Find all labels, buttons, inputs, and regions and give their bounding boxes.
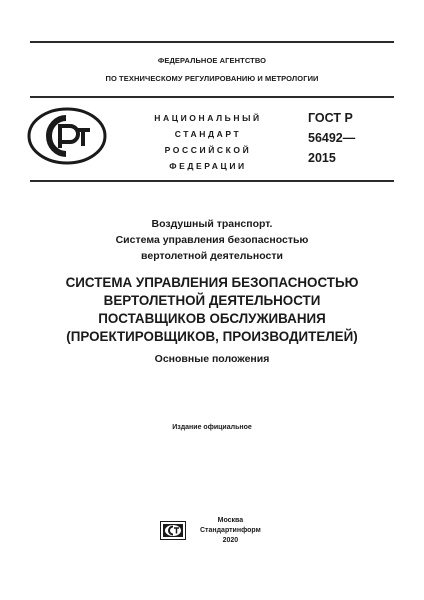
document-title-block	[0, 216, 424, 365]
national-line-3: РОССИЙСКОЙ	[164, 145, 252, 155]
main-title-line-2: ВЕРТОЛЕТНОЙ ДЕЯТЕЛЬНОСТИ	[103, 293, 321, 308]
gost-number	[308, 108, 355, 168]
national-line-4: ФЕДЕРАЦИИ	[169, 161, 247, 171]
main-title-line-3: ПОСТАВЩИКОВ ОБСЛУЖИВАНИЯ	[98, 311, 326, 326]
main-title-line-1: СИСТЕМА УПРАВЛЕНИЯ БЕЗОПАСНОСТЬЮ	[65, 275, 359, 290]
national-standard-label	[148, 110, 268, 174]
subtitle-line-2: Система управления безопасностью	[115, 234, 309, 246]
national-line-2: СТАНДАРТ	[174, 129, 242, 139]
national-line-1: НАЦИОНАЛЬНЫЙ	[154, 113, 262, 123]
agency-line-1: ФЕДЕРАЛЬНОЕ АГЕНТСТВО	[157, 56, 267, 65]
middle-divider	[30, 96, 394, 98]
document-main-title	[0, 274, 424, 346]
bottom-divider	[30, 180, 394, 182]
subtitle-line-1: Воздушный транспорт.	[151, 218, 273, 230]
publisher-city: Москва	[217, 517, 244, 524]
gost-r-certification-logo-icon	[26, 106, 108, 166]
basic-provisions-label: Основные положения	[154, 353, 270, 365]
agency-line-2: ПО ТЕХНИЧЕСКОМУ РЕГУЛИРОВАНИЮ И МЕТРОЛОГИИ	[105, 74, 319, 83]
publisher-info	[200, 516, 261, 546]
standartinform-logo-icon	[160, 521, 186, 540]
gost-line-2: 56492—	[308, 131, 356, 145]
gost-line-3: 2015	[308, 151, 336, 165]
main-title-line-4: (ПРОЕКТИРОВЩИКОВ, ПРОИЗВОДИТЕЛЕЙ)	[66, 329, 358, 344]
gost-line-1: ГОСТ Р	[308, 111, 353, 125]
publisher-name: Стандартинформ	[200, 527, 261, 534]
top-divider	[30, 41, 394, 43]
document-subtitle	[0, 216, 424, 264]
official-edition-label: Издание официальное	[172, 424, 252, 431]
subtitle-line-3: вертолетной деятельности	[141, 250, 283, 262]
publisher-year: 2020	[222, 537, 239, 544]
